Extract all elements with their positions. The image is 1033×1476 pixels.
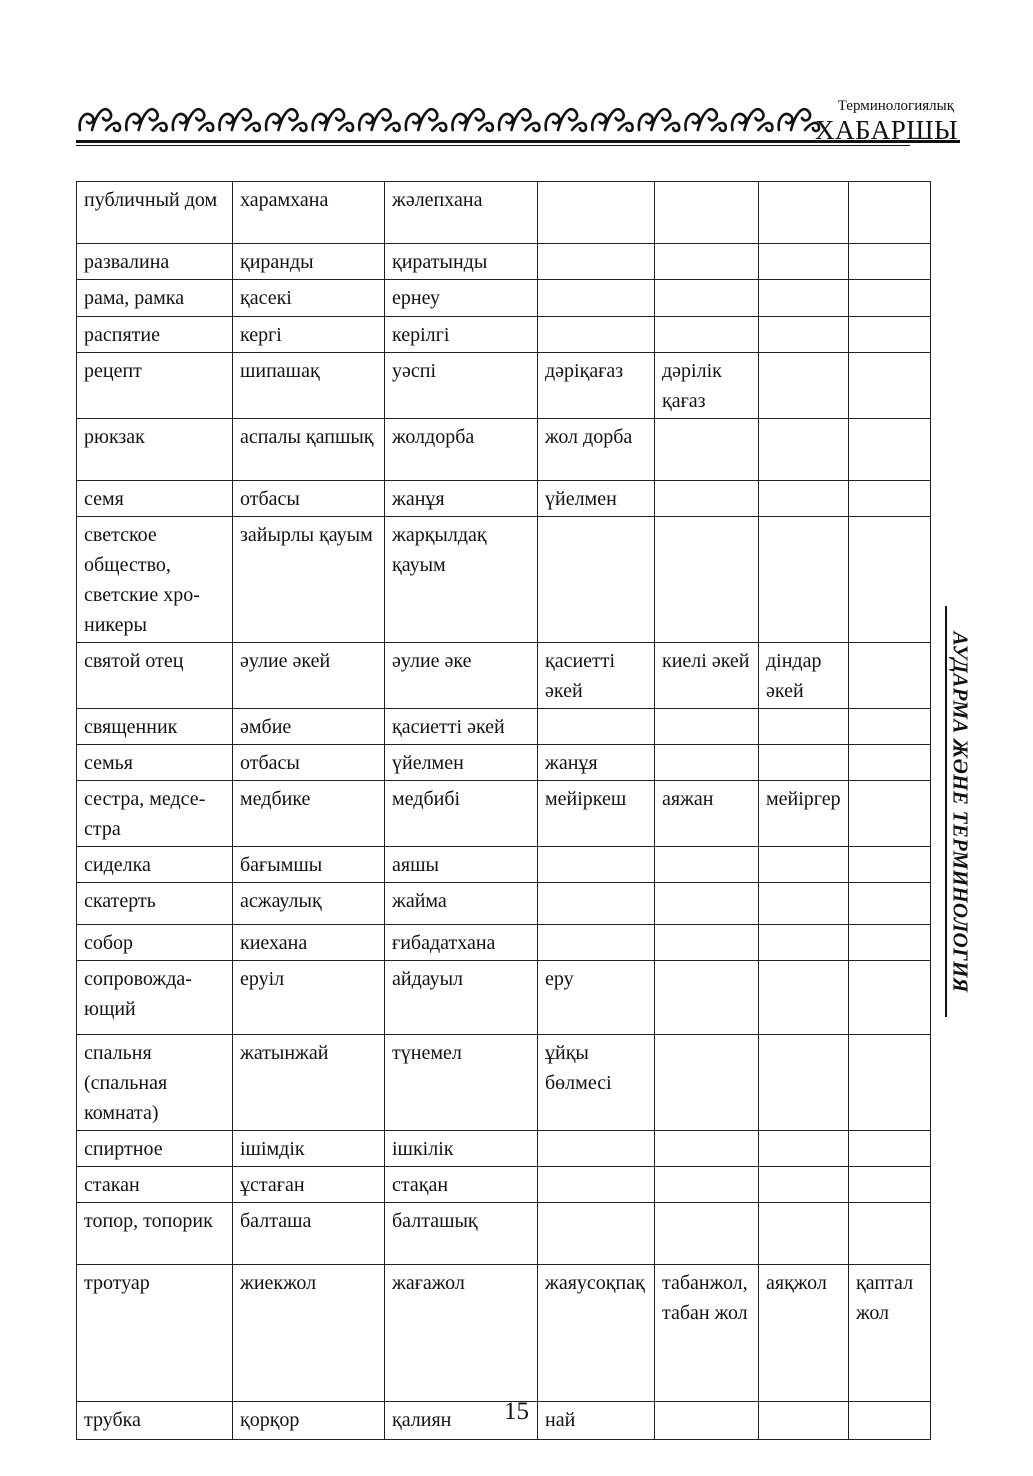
term-cell: святой отец (77, 643, 233, 709)
translation-cell: жанұя (538, 745, 655, 781)
translation-cell: қасиетті әкей (385, 709, 538, 745)
translation-cell (759, 745, 849, 781)
term-cell: публичный дом (77, 182, 233, 244)
term-cell: стакан (77, 1167, 233, 1203)
translation-cell (759, 244, 849, 280)
translation-cell (759, 280, 849, 317)
translation-cell (849, 353, 931, 419)
translation-cell: ернеу (385, 280, 538, 317)
translation-cell: медбике (233, 781, 385, 847)
translation-cell: мейіргер (759, 781, 849, 847)
table-row (77, 353, 931, 419)
header-rule-thin (76, 145, 910, 146)
translation-cell: жаяусоқпақ (538, 1265, 655, 1402)
translation-cell: аспалы қапшық (233, 419, 385, 481)
translation-cell: ғибадатхана (385, 925, 538, 961)
translation-cell (759, 419, 849, 481)
translation-cell: харамхана (233, 182, 385, 244)
term-cell: топор, топорик (77, 1203, 233, 1265)
translation-cell (759, 317, 849, 353)
translation-cell: най (538, 1402, 655, 1440)
translation-cell (849, 182, 931, 244)
translation-cell (759, 1035, 849, 1131)
table-row (77, 481, 931, 517)
table-row (77, 1167, 931, 1203)
translation-cell (538, 317, 655, 353)
translation-cell (849, 1131, 931, 1167)
translation-cell (849, 419, 931, 481)
table-row (77, 883, 931, 925)
term-cell: сопровождающий (77, 961, 233, 1035)
table-row (77, 317, 931, 353)
term-cell: священник (77, 709, 233, 745)
translation-cell (538, 1203, 655, 1265)
term-cell: трубка (77, 1402, 233, 1440)
translation-cell (849, 847, 931, 883)
translation-cell: жиекжол (233, 1265, 385, 1402)
term-cell: спиртное (77, 1131, 233, 1167)
kazakh-ornament-border-icon (76, 100, 822, 136)
table-row (77, 781, 931, 847)
translation-cell: еру (538, 961, 655, 1035)
translation-cell (759, 925, 849, 961)
translation-cell: аяқжол (759, 1265, 849, 1402)
term-cell: светское общество, светские хроникеры (77, 517, 233, 643)
translation-cell: бағымшы (233, 847, 385, 883)
translation-cell (655, 1203, 759, 1265)
translation-cell (759, 1131, 849, 1167)
translation-cell (655, 925, 759, 961)
translation-cell (759, 961, 849, 1035)
translation-cell: ішімдік (233, 1131, 385, 1167)
translation-cell (655, 847, 759, 883)
translation-cell: аяшы (385, 847, 538, 883)
table-row (77, 847, 931, 883)
translation-cell: ұстаған (233, 1167, 385, 1203)
translation-cell: киехана (233, 925, 385, 961)
translation-cell: түнемел (385, 1035, 538, 1131)
translation-cell (849, 745, 931, 781)
translation-cell (759, 517, 849, 643)
table-row (77, 1203, 931, 1265)
translation-cell (849, 244, 931, 280)
translation-cell: зайырлы қауым (233, 517, 385, 643)
journal-title-line1: Терминологиялық (837, 98, 954, 114)
translation-cell: қасекі (233, 280, 385, 317)
table-row (77, 517, 931, 643)
table-row (77, 182, 931, 244)
translation-cell: жайма (385, 883, 538, 925)
translation-cell (655, 1167, 759, 1203)
translation-cell (655, 709, 759, 745)
translation-cell: жәлепхана (385, 182, 538, 244)
translation-cell (538, 244, 655, 280)
translation-cell (849, 925, 931, 961)
translation-cell: жанұя (385, 481, 538, 517)
translation-cell (655, 961, 759, 1035)
translation-cell (849, 317, 931, 353)
table-row (77, 643, 931, 709)
table-row (77, 709, 931, 745)
translation-cell (849, 781, 931, 847)
translation-cell (655, 244, 759, 280)
translation-cell (538, 517, 655, 643)
translation-cell (538, 1167, 655, 1203)
term-cell: семья (77, 745, 233, 781)
translation-cell (849, 883, 931, 925)
translation-cell (759, 1203, 849, 1265)
table-row (77, 419, 931, 481)
translation-cell (759, 883, 849, 925)
term-cell: скатерть (77, 883, 233, 925)
translation-cell (655, 280, 759, 317)
translation-cell: жарқылдақ қауым (385, 517, 538, 643)
term-cell: спальня (спальная комната) (77, 1035, 233, 1131)
translation-cell (538, 883, 655, 925)
translation-cell (538, 925, 655, 961)
translation-cell: медбибі (385, 781, 538, 847)
translation-cell: ұйқы бөлмесі (538, 1035, 655, 1131)
journal-title-line2: ХАБАРШЫ (815, 115, 958, 145)
translation-cell: шипашақ (233, 353, 385, 419)
table-row (77, 280, 931, 317)
term-cell: развалина (77, 244, 233, 280)
translation-cell (538, 182, 655, 244)
translation-cell (655, 481, 759, 517)
translation-cell (759, 481, 849, 517)
translation-cell (759, 847, 849, 883)
translation-cell: отбасы (233, 745, 385, 781)
translation-cell (849, 961, 931, 1035)
translation-cell: мейіркеш (538, 781, 655, 847)
term-cell: семя (77, 481, 233, 517)
table-row (77, 1131, 931, 1167)
translation-cell (849, 1203, 931, 1265)
translation-cell: жолдорба (385, 419, 538, 481)
side-section-text: АУДАРМА ЖӘНЕ ТЕРМИНОЛОГИЯ (948, 631, 973, 992)
translation-cell: айдауыл (385, 961, 538, 1035)
translation-cell: жол дорба (538, 419, 655, 481)
translation-cell (849, 481, 931, 517)
translation-cell (655, 317, 759, 353)
table-row (77, 925, 931, 961)
translation-cell: киелі әкей (655, 643, 759, 709)
translation-cell: керілгі (385, 317, 538, 353)
translation-cell: жағажол (385, 1265, 538, 1402)
translation-cell: жатынжай (233, 1035, 385, 1131)
page-number: 15 (504, 1398, 529, 1425)
translation-cell: ішкілік (385, 1131, 538, 1167)
table-row (77, 961, 931, 1035)
translation-cell: қалиян (385, 1402, 538, 1440)
translation-cell: балташа (233, 1203, 385, 1265)
term-cell: распятие (77, 317, 233, 353)
term-cell: тротуар (77, 1265, 233, 1402)
translation-cell (655, 745, 759, 781)
translation-cell (849, 709, 931, 745)
translation-cell: қиранды (233, 244, 385, 280)
translation-cell: қиратынды (385, 244, 538, 280)
term-cell: сестра, медсестра (77, 781, 233, 847)
table-row (77, 1265, 931, 1402)
translation-cell: асжаулық (233, 883, 385, 925)
translation-cell: әулие әкей (233, 643, 385, 709)
translation-cell (655, 517, 759, 643)
translation-cell: үйелмен (538, 481, 655, 517)
term-cell: рецепт (77, 353, 233, 419)
translation-cell (759, 709, 849, 745)
translation-cell: дәріқағаз (538, 353, 655, 419)
translation-cell (849, 1167, 931, 1203)
translation-cell: діндар әкей (759, 643, 849, 709)
translation-cell (849, 643, 931, 709)
term-cell: рюкзак (77, 419, 233, 481)
translation-cell (655, 419, 759, 481)
translation-cell (759, 182, 849, 244)
table-row (77, 244, 931, 280)
table-row (77, 745, 931, 781)
translation-cell (655, 883, 759, 925)
page-header (76, 96, 960, 148)
term-cell: сиделка (77, 847, 233, 883)
translation-cell: балташық (385, 1203, 538, 1265)
translation-cell: аяжан (655, 781, 759, 847)
translation-cell: отбасы (233, 481, 385, 517)
translation-cell: стақан (385, 1167, 538, 1203)
translation-cell: әмбие (233, 709, 385, 745)
translation-cell: қасиетті әкей (538, 643, 655, 709)
translation-cell (849, 280, 931, 317)
translation-cell (849, 1035, 931, 1131)
translation-cell: әулие әке (385, 643, 538, 709)
translation-cell (655, 1131, 759, 1167)
translation-cell: үйелмен (385, 745, 538, 781)
translation-cell: қорқор (233, 1402, 385, 1440)
translation-cell (655, 1035, 759, 1131)
translation-cell (849, 517, 931, 643)
translation-cell: уәспі (385, 353, 538, 419)
translation-cell (538, 847, 655, 883)
table-row (77, 1035, 931, 1131)
translation-cell (538, 1131, 655, 1167)
translation-cell (538, 709, 655, 745)
translation-cell (759, 353, 849, 419)
term-cell: собор (77, 925, 233, 961)
terms-table (76, 181, 931, 1440)
translation-cell (655, 182, 759, 244)
translation-cell: кергі (233, 317, 385, 353)
translation-cell: табанжол, табан жол (655, 1265, 759, 1402)
terms-table-body (77, 182, 931, 1440)
side-section-label (945, 606, 973, 1017)
translation-cell: дәрілік қағаз (655, 353, 759, 419)
translation-cell (538, 280, 655, 317)
translation-cell (759, 1167, 849, 1203)
translation-cell: еруіл (233, 961, 385, 1035)
term-cell: рама, рамка (77, 280, 233, 317)
translation-cell: қаптал жол (849, 1265, 931, 1402)
